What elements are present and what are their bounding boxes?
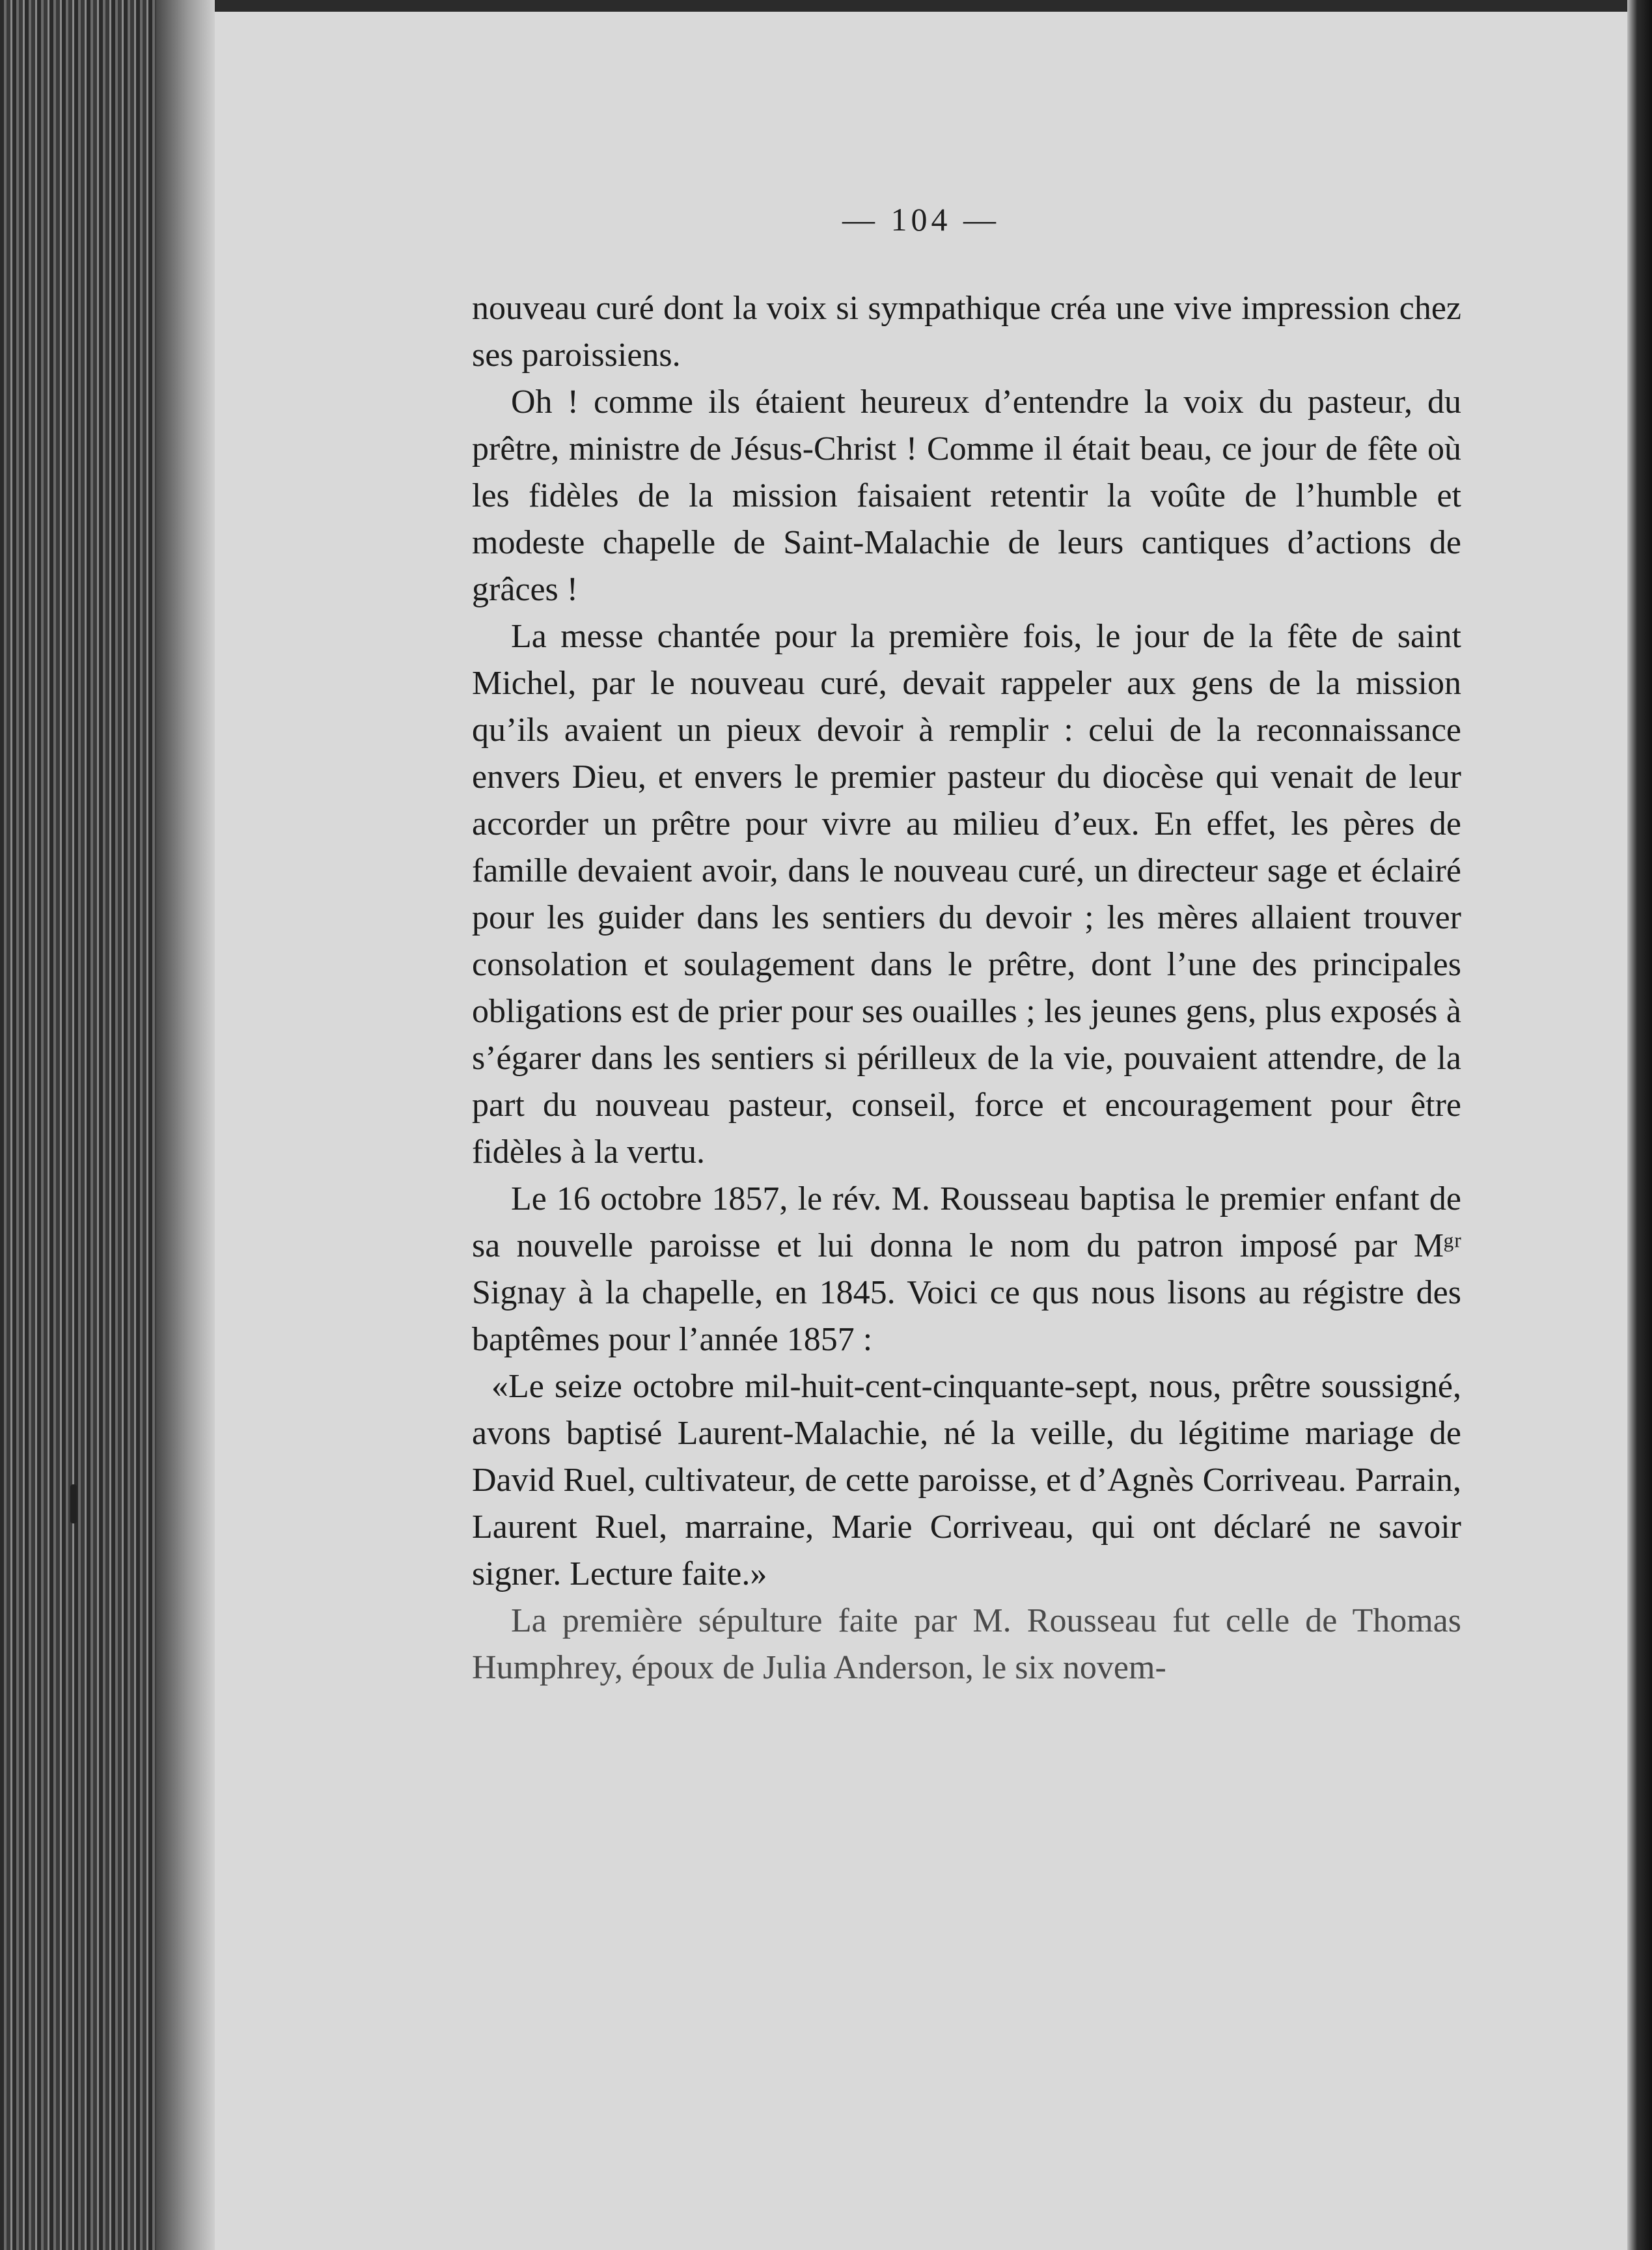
baptism-record-quote: «Le seize octobre mil-huit-cent-cinquante-sept, nous, prêtre soussigné, avons baptisé Laurent-Malachie, né la veille, du légitime mariage de David Ruel, cultivateur, de cette paroisse, et d’Agnès Corriveau. Parrain, Laurent Ruel, marraine, Marie Corriveau, qui ont déclaré ne savoir signer. Lecture faite.»	[472, 1368, 1461, 1592]
page-number: — 104 —	[842, 201, 1000, 238]
paragraph-3: La messe chantée pour la première fois, le jour de la fête de saint Michel, par le nouveau curé, devait rappeler aux gens de la mission qu’ils avaient un pieux devoir à remplir : celui de la reconnaissance envers Dieu, et envers le premier pasteur du diocèse qui venait de leur accorder un prêtre pour vivre au milieu d’eux. En effet, les pères de famille devaient avoir, dans le nouveau curé, un directeur sage et éclairé pour les guider dans les sentiers du devoir ; les mères allaient trouver consolation et soulagement dans le prêtre, dont l’une des principales obligations est de prier pour ses ouailles ; les jeunes gens, plus exposés à s’égarer dans les sentiers si périlleux de la vie, pouvaient attendre, de la part du nouveau pasteur, conseil, force et encouragement pour être fidèles à la vertu.	[472, 618, 1461, 1171]
book-page	[215, 12, 1627, 2250]
paragraph-1: nouveau curé dont la voix si sympathique créa une vive impression chez ses paroissiens.	[472, 290, 1461, 374]
body-text	[472, 285, 1461, 1691]
scan-top-border	[0, 0, 1652, 12]
paragraph-4: Le 16 octobre 1857, le rév. M. Rousseau baptisa le premier enfant de sa nouvelle paroisse et lui donna le nom du patron imposé par Mᵍʳ Signay à la chapelle, en 1845. Voici ce qus nous lisons au régistre des baptêmes pour l’année 1857 :	[472, 1180, 1461, 1358]
scan-right-border	[1627, 0, 1652, 2250]
book-gutter-shadow	[156, 0, 215, 2250]
scan-smudge-mark	[70, 1484, 77, 1523]
paragraph-2: Oh ! comme ils étaient heureux d’entendre la voix du pasteur, du prêtre, ministre de Jésus-Christ ! Comme il était beau, ce jour de fête où les fidèles de la mission faisaient retentir la voûte de l’humble et modeste chapelle de Saint-Malachie de leurs cantiques d’actions de grâces !	[472, 383, 1461, 608]
paragraph-6: La première sépulture faite par M. Rousseau fut celle de Thomas Humphrey, époux de Julia Anderson, le six novem-	[472, 1602, 1461, 1686]
